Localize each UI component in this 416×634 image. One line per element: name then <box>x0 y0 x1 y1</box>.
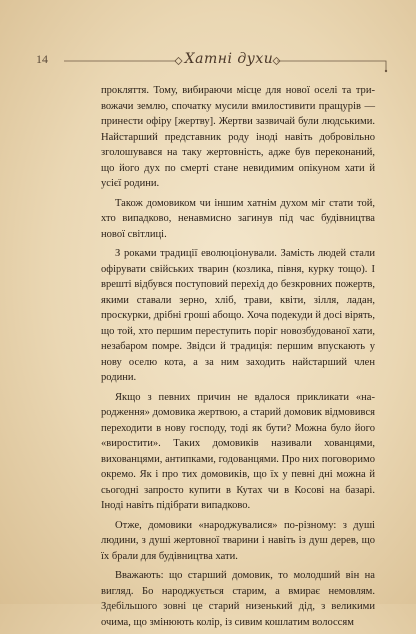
paragraph: Також домовиком чи іншим хатнім духом міг стати той, хто випадково, ненавмисно загинув під час будівництва нової світлиці. <box>101 197 375 240</box>
paragraph: прокляття. Тому, вибираючи місце для нової оселі та тривожачи землю, спочатку мусили вмилостивити пращурів — принести офіру [жертву]. Жертви зазвичай були людськими. Найстарший представник роду іноді навіть добровільно зголошувався на таку жертовність, адже був переконаний, що його дух по смерті стане невидимим опікуном хати й усієї родини. <box>101 85 375 189</box>
body-text <box>101 83 375 634</box>
paragraph: З роками традиції еволюціонували. Замість людей стали офірувати свійських тварин (козлика, півня, курку тощо). І врешті відбувся поступовий перехід до безкровних пожертв, якими ставали зерно, хліб, трави, квіти, зілля, ладан, проскурки, дрібні гроші абощо. Хоча подекуди й досі вірять, що той, хто першим переступить поріг новозбудованої хати, незабаром помре. Звідси й традиція: першим впускають у нову оселю кота, а за ним заходить найстарший член родини. <box>101 248 375 383</box>
page-number: 14 <box>36 52 48 66</box>
header-ornament <box>64 50 394 76</box>
paragraph: Якщо з певних причин не вдалося прикликати «народження» домовика жертвою, а старий домовик відмовився переходити в нову господу, тоді як бути? Можна було його «виростити». Таких домовиків називали хованцями, вихованцями, антипками, годованцями. Про них поговоримо окремо. Як і про тих домовиків, що їх у певні дні можна й сьогодні запросто купити в Кутах чи в Косові на базарі. Іноді навіть підібрати випадково. <box>101 391 375 511</box>
page-header <box>0 50 416 76</box>
paragraph: Отже, домовики «народжувалися» по-різному: з душі людини, з душі жертовної тварини і навіть із душ дерев, що їх брали для будівництва хати. <box>101 519 375 562</box>
paragraph: Вважають: що старший домовик, то молодший він на вигляд. Бо народжується старим, а вмирає немовлям. Здебільшого зовні це старий низенький дід, з великими очима, що змінюють колір, із сивим кошлатим волоссям <box>101 570 375 628</box>
running-title: Хатні духи <box>184 51 274 67</box>
